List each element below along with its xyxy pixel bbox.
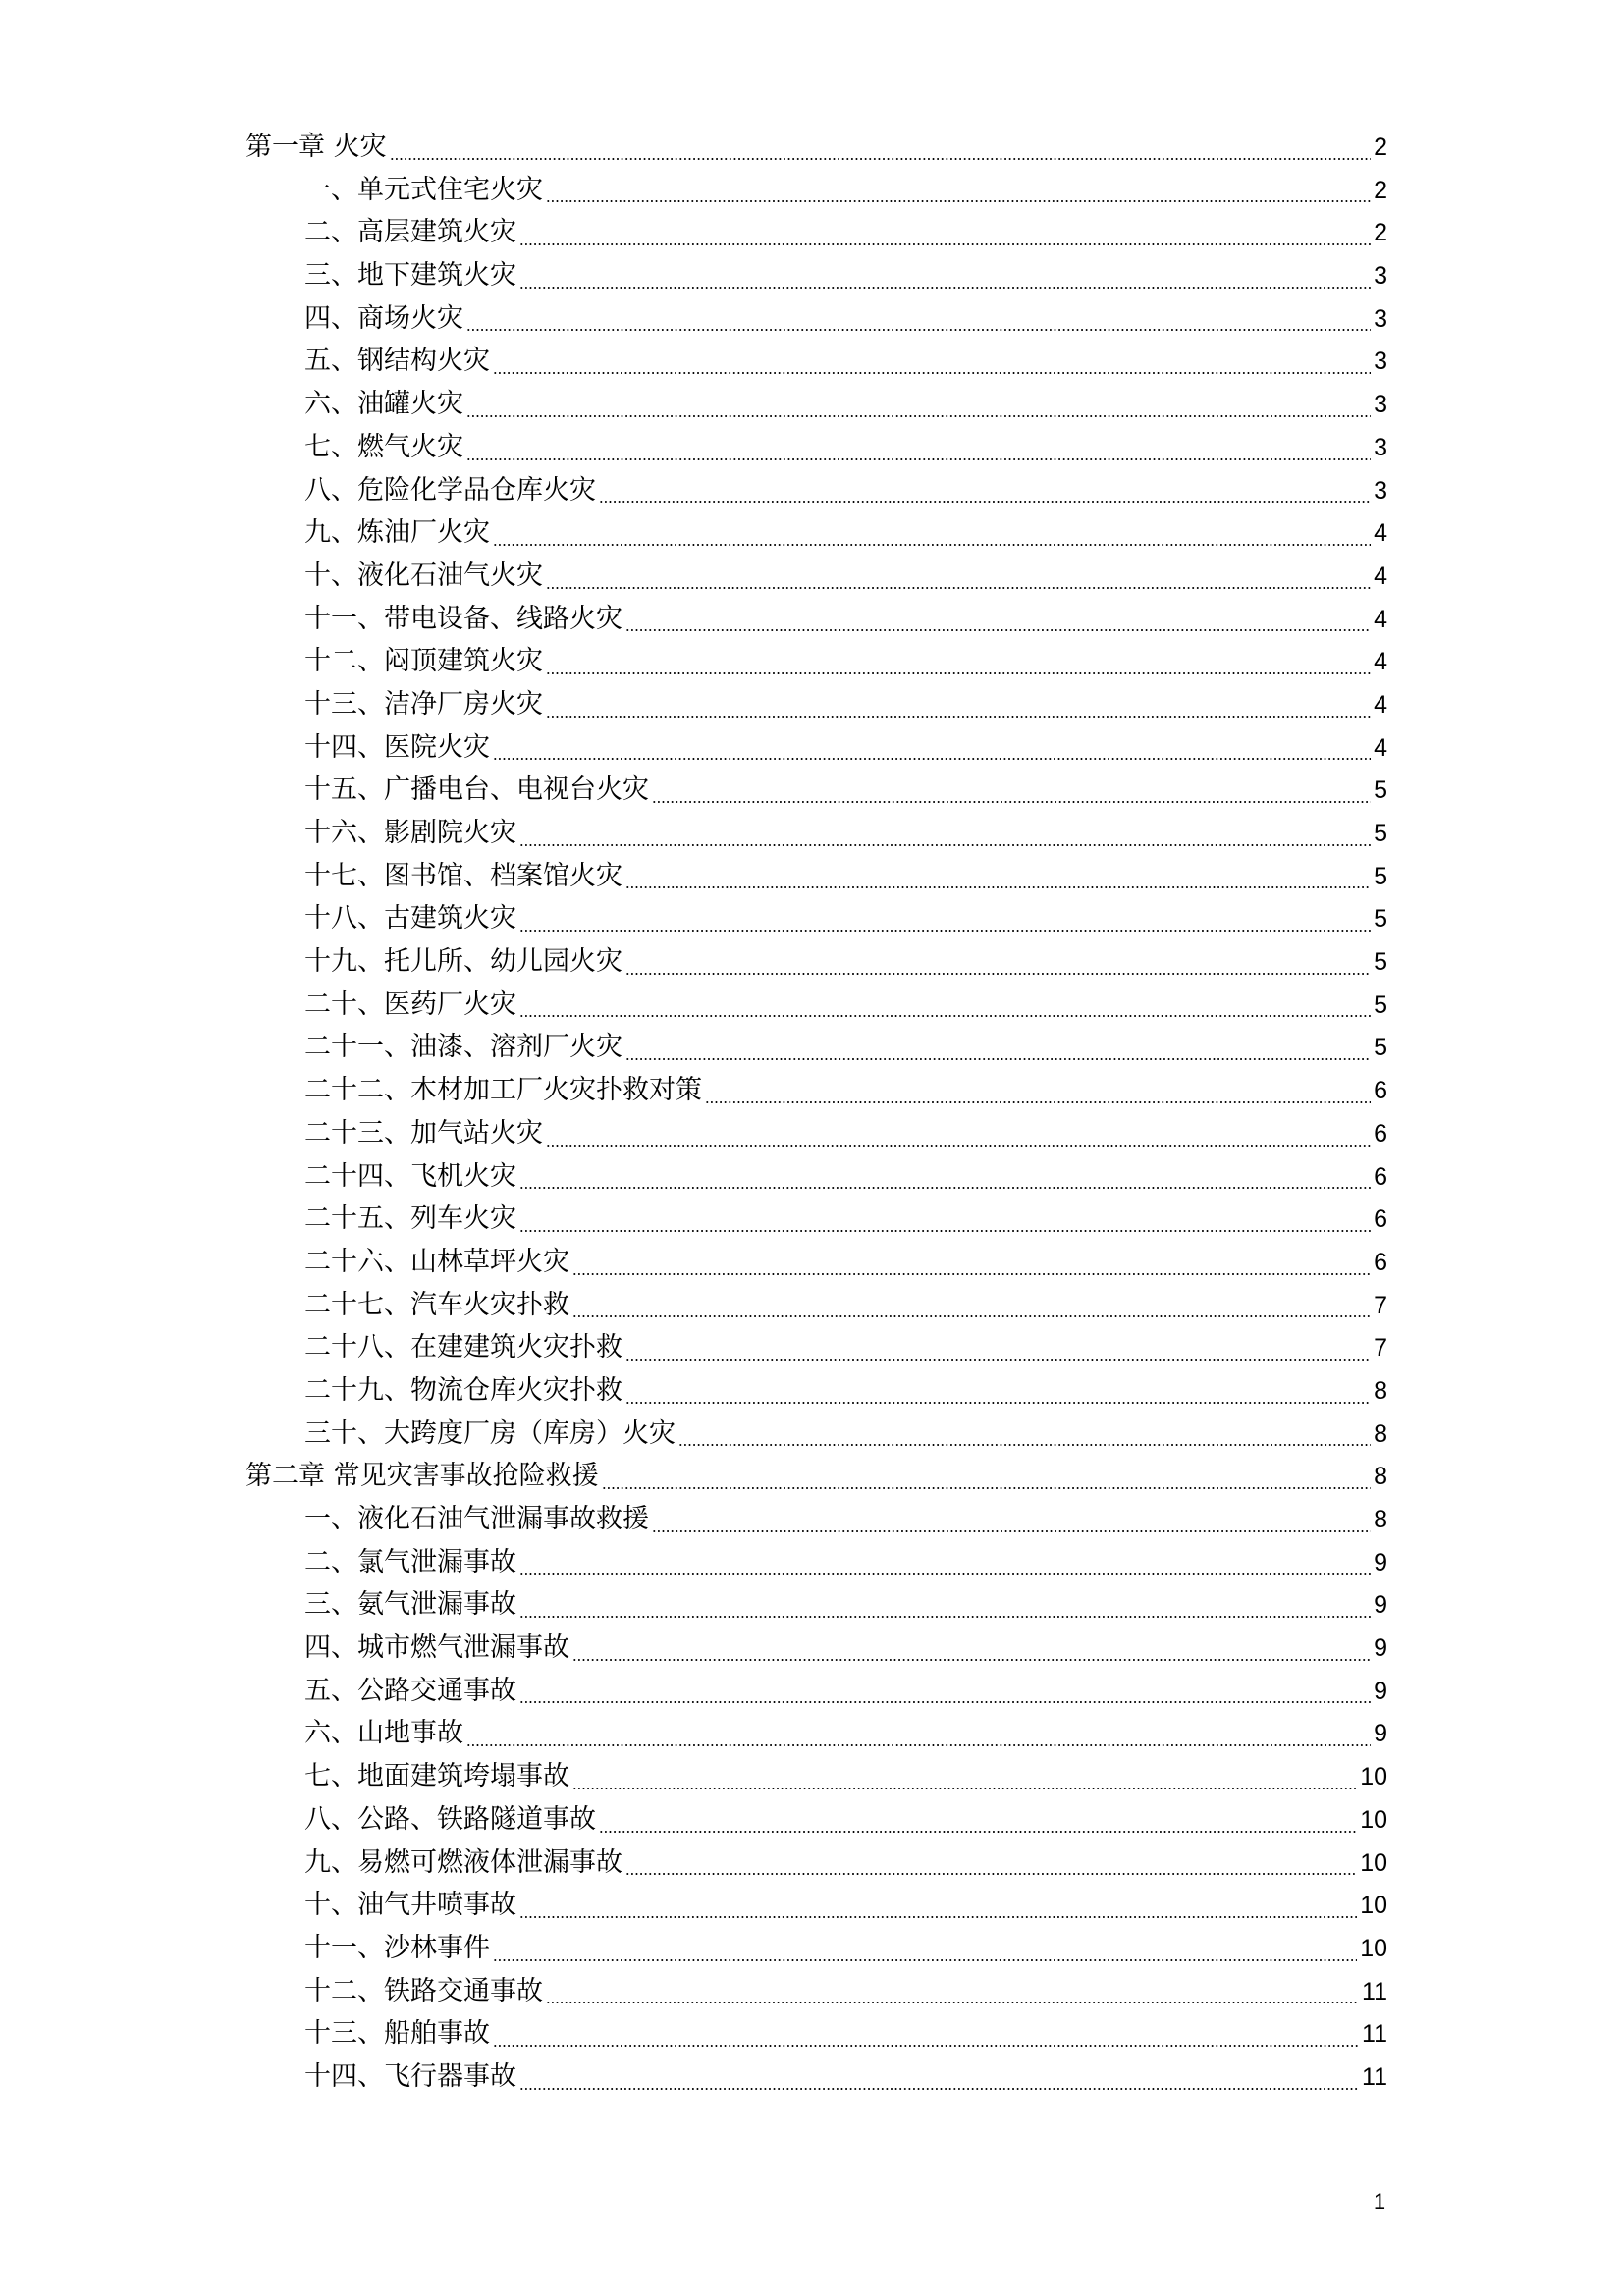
toc-section-entry[interactable] <box>245 1326 1387 1369</box>
dot-leader <box>519 833 1371 847</box>
toc-entry-title: 七、燃气火灾 <box>304 431 463 462</box>
toc-section-entry[interactable] <box>245 1583 1387 1627</box>
toc-entry-page: 2 <box>1374 219 1387 247</box>
toc-section-entry[interactable] <box>245 1970 1387 2013</box>
dot-leader <box>519 233 1371 246</box>
toc-entry-title: 四、商场火灾 <box>304 302 463 334</box>
toc-entry-page: 10 <box>1360 1805 1387 1834</box>
toc-entry-page: 9 <box>1374 1591 1387 1620</box>
toc-entry-page: 6 <box>1374 1205 1387 1234</box>
dot-leader <box>572 1648 1371 1662</box>
toc-section-entry[interactable] <box>245 211 1387 254</box>
toc-entry-title: 十九、托儿所、幼儿园火灾 <box>304 946 622 978</box>
dot-leader <box>625 618 1371 632</box>
dot-leader <box>519 276 1371 290</box>
dot-leader <box>493 747 1371 761</box>
toc-section-entry[interactable] <box>245 1241 1387 1284</box>
toc-entry-title: 三十、大跨度厂房（库房）火灾 <box>304 1417 676 1449</box>
toc-section-entry[interactable] <box>245 1198 1387 1241</box>
toc-entry-page: 5 <box>1374 1034 1387 1062</box>
dot-leader <box>572 1262 1371 1276</box>
dot-leader <box>678 1433 1371 1447</box>
toc-section-entry[interactable] <box>245 340 1387 383</box>
toc-entry-title: 一、液化石油气泄漏事故救援 <box>304 1504 649 1534</box>
toc-entry-page: 6 <box>1374 1077 1387 1105</box>
toc-section-entry[interactable] <box>245 1369 1387 1413</box>
toc-section-entry[interactable] <box>245 1755 1387 1798</box>
toc-chapter-entry[interactable] <box>245 126 1387 169</box>
toc-entry-page: 3 <box>1374 391 1387 419</box>
toc-entry-page: 7 <box>1374 1334 1387 1362</box>
toc-entry-title: 十、液化石油气火灾 <box>304 560 543 591</box>
dot-leader <box>493 2034 1359 2048</box>
toc-section-entry[interactable] <box>245 897 1387 940</box>
toc-section-entry[interactable] <box>245 1627 1387 1670</box>
toc-section-entry[interactable] <box>245 598 1387 641</box>
toc-section-entry[interactable] <box>245 383 1387 426</box>
toc-entry-page: 7 <box>1374 1291 1387 1319</box>
toc-entry-page: 4 <box>1374 605 1387 633</box>
toc-entry-page: 9 <box>1374 1548 1387 1576</box>
toc-entry-page: 4 <box>1374 690 1387 719</box>
toc-section-entry[interactable] <box>245 1884 1387 1927</box>
toc-section-entry[interactable] <box>245 1112 1387 1155</box>
toc-section-entry[interactable] <box>245 1284 1387 1327</box>
toc-entry-page: 8 <box>1374 1463 1387 1491</box>
toc-entry-title: 二十一、油漆、溶剂厂火灾 <box>304 1032 622 1063</box>
toc-section-entry[interactable] <box>245 2012 1387 2056</box>
toc-entry-title: 四、城市燃气泄漏事故 <box>304 1632 569 1664</box>
toc-entry-title: 十四、医院火灾 <box>304 731 490 763</box>
toc-entry-title: 二十六、山林草坪火灾 <box>304 1246 569 1277</box>
toc-entry-page: 6 <box>1374 1119 1387 1148</box>
toc-entry-page: 4 <box>1374 561 1387 590</box>
toc-entry-title: 二十五、列车火灾 <box>304 1203 516 1235</box>
toc-section-entry[interactable] <box>245 297 1387 341</box>
toc-entry-page: 9 <box>1374 1720 1387 1748</box>
toc-entry-page: 6 <box>1374 1248 1387 1276</box>
toc-section-entry[interactable] <box>245 1670 1387 1713</box>
dot-leader <box>546 1134 1371 1148</box>
toc-section-entry[interactable] <box>245 555 1387 598</box>
toc-section-entry[interactable] <box>245 984 1387 1027</box>
toc-section-entry[interactable] <box>245 1927 1387 1970</box>
toc-entry-page: 11 <box>1362 2062 1387 2091</box>
page-number: 1 <box>1373 2189 1386 2214</box>
toc-entry-title: 十六、影剧院火灾 <box>304 818 516 848</box>
toc-section-entry[interactable] <box>245 1541 1387 1584</box>
toc-entry-page: 5 <box>1374 990 1387 1019</box>
dot-leader <box>572 1305 1371 1318</box>
toc-entry-title: 二十二、木材加工厂火灾扑救对策 <box>304 1075 702 1106</box>
dot-leader <box>546 1991 1359 2004</box>
toc-entry-page: 11 <box>1362 2020 1387 2049</box>
toc-entry-title: 十二、闷顶建筑火灾 <box>304 646 543 677</box>
toc-section-entry[interactable] <box>245 426 1387 469</box>
dot-leader <box>466 448 1371 461</box>
toc-section-entry[interactable] <box>245 469 1387 512</box>
dot-leader <box>466 1734 1371 1747</box>
toc-entry-page: 9 <box>1374 1634 1387 1663</box>
toc-entry-title: 六、油罐火灾 <box>304 389 463 420</box>
toc-entry-title: 九、易燃可燃液体泄漏事故 <box>304 1846 622 1878</box>
dot-leader <box>572 1777 1357 1790</box>
toc-section-entry[interactable] <box>245 640 1387 683</box>
toc-entry-title: 十二、铁路交通事故 <box>304 1975 543 2006</box>
toc-entry-page: 5 <box>1374 948 1387 977</box>
toc-entry-page: 4 <box>1374 519 1387 548</box>
dot-leader <box>546 662 1371 675</box>
toc-entry-title: 七、地面建筑垮塌事故 <box>304 1761 569 1792</box>
toc-section-entry[interactable] <box>245 1155 1387 1199</box>
dot-leader <box>493 361 1371 375</box>
dot-leader <box>602 1476 1372 1490</box>
toc-section-entry[interactable] <box>245 855 1387 898</box>
dot-leader <box>466 404 1371 418</box>
dot-leader <box>546 576 1371 590</box>
dot-leader <box>519 919 1371 933</box>
toc-entry-title: 十一、沙林事件 <box>304 1932 490 1963</box>
dot-leader <box>390 147 1372 161</box>
toc-entry-title: 五、钢结构火灾 <box>304 346 490 377</box>
toc-entry-title: 五、公路交通事故 <box>304 1675 516 1706</box>
toc-entry-title: 十三、船舶事故 <box>304 2018 490 2050</box>
dot-leader <box>546 705 1371 719</box>
table-of-contents <box>245 126 1387 2099</box>
toc-entry-page: 3 <box>1374 262 1387 291</box>
toc-entry-page: 5 <box>1374 820 1387 847</box>
toc-section-entry[interactable] <box>245 1842 1387 1885</box>
dot-leader <box>519 1219 1371 1233</box>
toc-entry-page: 4 <box>1374 648 1387 676</box>
toc-section-entry[interactable] <box>245 1069 1387 1112</box>
dot-leader <box>625 876 1371 889</box>
toc-entry-title: 第一章 火灾 <box>245 132 387 162</box>
dot-leader <box>519 1562 1371 1575</box>
toc-entry-page: 8 <box>1374 1376 1387 1405</box>
toc-entry-page: 10 <box>1360 1848 1387 1877</box>
toc-entry-title: 二十三、加气站火灾 <box>304 1117 543 1148</box>
toc-entry-page: 5 <box>1374 862 1387 890</box>
toc-entry-page: 5 <box>1374 776 1387 805</box>
toc-entry-page: 10 <box>1360 1892 1387 1920</box>
toc-section-entry[interactable] <box>245 769 1387 812</box>
toc-entry-page: 10 <box>1360 1934 1387 1962</box>
toc-entry-title: 八、危险化学品仓库火灾 <box>304 474 596 506</box>
dot-leader <box>652 790 1371 804</box>
toc-section-entry[interactable] <box>245 2056 1387 2099</box>
toc-entry-title: 第二章 常见灾害事故抢险救援 <box>245 1461 599 1492</box>
toc-section-entry[interactable] <box>245 1798 1387 1842</box>
toc-section-entry[interactable] <box>245 683 1387 726</box>
dot-leader <box>519 1690 1371 1704</box>
dot-leader <box>519 1176 1371 1190</box>
toc-entry-title: 六、山地事故 <box>304 1718 463 1749</box>
toc-entry-page: 8 <box>1374 1506 1387 1533</box>
toc-entry-title: 九、炼油厂火灾 <box>304 517 490 549</box>
toc-entry-page: 8 <box>1374 1419 1387 1448</box>
toc-entry-title: 二十四、飞机火灾 <box>304 1160 516 1192</box>
toc-entry-title: 一、单元式住宅火灾 <box>304 174 543 205</box>
dot-leader <box>519 1605 1371 1619</box>
toc-entry-title: 十、油气井喷事故 <box>304 1890 516 1921</box>
dot-leader <box>625 1047 1371 1061</box>
toc-entry-title: 八、公路、铁路隧道事故 <box>304 1803 596 1835</box>
toc-section-entry[interactable] <box>245 940 1387 984</box>
toc-entry-page: 5 <box>1374 905 1387 934</box>
toc-entry-page: 4 <box>1374 733 1387 762</box>
toc-entry-title: 十八、古建筑火灾 <box>304 903 516 934</box>
toc-entry-title: 二十七、汽车火灾扑救 <box>304 1289 569 1320</box>
toc-section-entry[interactable] <box>245 1712 1387 1755</box>
toc-entry-page: 2 <box>1374 176 1387 204</box>
dot-leader <box>705 1091 1371 1104</box>
toc-section-entry[interactable] <box>245 1498 1387 1541</box>
dot-leader <box>519 1905 1357 1919</box>
toc-entry-title: 十一、带电设备、线路火灾 <box>304 603 622 634</box>
toc-entry-page: 9 <box>1374 1677 1387 1705</box>
toc-entry-title: 二、高层建筑火灾 <box>304 217 516 248</box>
toc-section-entry[interactable] <box>245 511 1387 555</box>
toc-entry-page: 11 <box>1362 1977 1387 2005</box>
toc-entry-page: 10 <box>1360 1763 1387 1791</box>
toc-section-entry[interactable] <box>245 1026 1387 1069</box>
toc-entry-title: 三、地下建筑火灾 <box>304 260 516 292</box>
toc-entry-title: 二十、医药厂火灾 <box>304 988 516 1020</box>
toc-entry-page: 3 <box>1374 304 1387 333</box>
toc-section-entry[interactable] <box>245 169 1387 212</box>
toc-entry-page: 3 <box>1374 433 1387 461</box>
dot-leader <box>493 1949 1357 1962</box>
dot-leader <box>625 962 1371 976</box>
toc-section-entry[interactable] <box>245 726 1387 770</box>
toc-entry-page: 3 <box>1374 347 1387 376</box>
dot-leader <box>466 318 1371 332</box>
toc-section-entry[interactable] <box>245 812 1387 855</box>
toc-entry-page: 6 <box>1374 1162 1387 1191</box>
toc-entry-title: 二十九、物流仓库火灾扑救 <box>304 1374 622 1406</box>
dot-leader <box>546 189 1371 203</box>
toc-section-entry[interactable] <box>245 1413 1387 1456</box>
dot-leader <box>599 490 1371 504</box>
toc-entry-title: 十三、洁净厂房火灾 <box>304 688 543 720</box>
dot-leader <box>519 1004 1371 1018</box>
toc-entry-page: 3 <box>1374 476 1387 505</box>
toc-chapter-entry[interactable] <box>245 1455 1387 1498</box>
dot-leader <box>519 2077 1359 2091</box>
toc-entry-title: 十四、飞行器事故 <box>304 2060 516 2092</box>
dot-leader <box>625 1348 1371 1362</box>
toc-entry-title: 十五、广播电台、电视台火灾 <box>304 774 649 806</box>
dot-leader <box>599 1820 1357 1834</box>
toc-entry-page: 2 <box>1374 133 1387 161</box>
dot-leader <box>625 1862 1357 1876</box>
dot-leader <box>625 1391 1371 1405</box>
toc-entry-title: 二十八、在建建筑火灾扑救 <box>304 1332 622 1363</box>
toc-entry-title: 二、氯气泄漏事故 <box>304 1546 516 1577</box>
dot-leader <box>493 533 1371 547</box>
toc-section-entry[interactable] <box>245 254 1387 297</box>
toc-entry-title: 十七、图书馆、档案馆火灾 <box>304 860 622 891</box>
dot-leader <box>652 1520 1371 1533</box>
toc-entry-title: 三、氨气泄漏事故 <box>304 1589 516 1621</box>
